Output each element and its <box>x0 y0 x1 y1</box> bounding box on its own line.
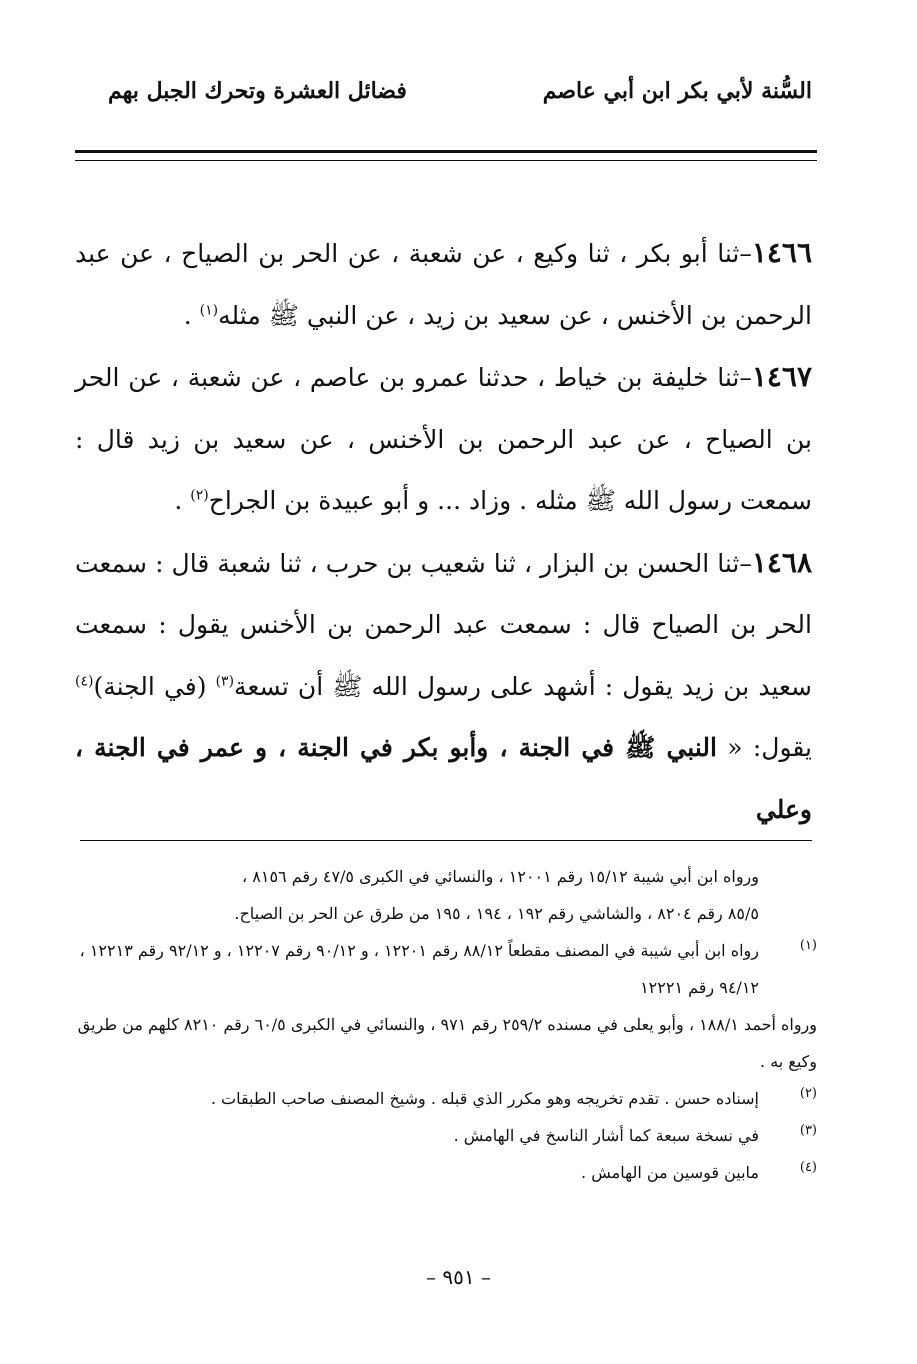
hadith-text: –ثنا الحسن بن البزار ، ثنا شعيب بن حرب ، ثنا شعبة قال : سمعت الحر بن الصياح قال : سمعت عبد الرحمن بن الأخنس يقول : سمعت سعيد بن زيد يقول : أشهد على رسول الله ﷺ أن تسعة <box>75 548 812 701</box>
footnote-ref: (١) <box>199 302 219 319</box>
book-title: السُّنة لأبي بكر ابن أبي عاصم <box>542 78 812 104</box>
hadith-text-end: . <box>183 300 200 330</box>
footnote-text: رواه ابن أبي شيبة في المصنف مقطعاً ٨٨/١٢ رقم ١٢٢٠١ ، و ٩٠/١٢ رقم ١٢٢٠٧ ، و ٩٢/١٢ رقم ١٢٢١٣ ، ٩٤/١٢ رقم ١٢٢٢١ <box>79 941 759 997</box>
footnote-text: في نسخة سبعة كما أشار الناسخ في الهامش . <box>453 1126 759 1145</box>
footnote-1-extra: ورواه أحمد ١٨٨/١ ، وأبو يعلى في مسنده ٢٥٩/٢ رقم ٩٧١ ، والنسائي في الكبرى ٦٠/٥ رقم ٨٢١٠ كلهم من طريق وكيع به . <box>77 1015 817 1071</box>
hadith-number: ١٤٦٦ <box>751 236 812 269</box>
footnote-ref-2: (٤) <box>75 673 94 690</box>
main-text <box>75 222 812 840</box>
hadith-number: ١٤٦٧ <box>751 360 812 393</box>
hadith-text-end: . <box>174 486 191 515</box>
footnote-1 <box>75 932 817 1006</box>
footnotes <box>75 858 817 1191</box>
header-rule-thin <box>75 160 817 161</box>
footnote-number: (١) <box>799 938 817 953</box>
hadith-text-end: يقول: « <box>716 733 812 762</box>
footnote-number: (٢) <box>799 1086 817 1101</box>
page-number: – ٩٥١ – <box>426 1265 491 1289</box>
hadith-1468 <box>75 532 812 841</box>
footnote-ref: (٣) <box>215 673 235 690</box>
hadith-text-mid: (في الجنة) <box>93 671 216 701</box>
footnote-number: (٤) <box>799 1160 817 1175</box>
footnote-3 <box>75 1117 817 1154</box>
footnote-2 <box>75 1080 817 1117</box>
hadith-1467 <box>75 346 812 532</box>
footnote-number: (٣) <box>799 1123 817 1138</box>
footnote-rule <box>80 840 812 841</box>
footnote-intro-line-1: ورواه ابن أبي شيبة ١٥/١٢ رقم ١٢٠٠١ ، والنسائي في الكبرى ٤٧/٥ رقم ٨١٥٦ ، <box>242 867 759 886</box>
hadith-text: –ثنا خليفة بن خياط ، حدثنا عمرو بن عاصم ، عن شعبة ، عن الحر بن الصياح ، عن عبد الرحمن بن الأخنس ، عن سعيد بن زيد قال : سمعت رسول الله ﷺ مثله . وزاد ... و أبو عبيدة بن الجراح <box>75 363 812 515</box>
header-rule-thick <box>75 150 817 153</box>
footnote-ref: (٢) <box>190 487 209 504</box>
hadith-number: ١٤٦٨ <box>751 545 812 579</box>
chapter-title: فضائل العشرة وتحرك الجبل بهم <box>108 78 407 104</box>
hadith-bold-text: النبي ﷺ في الجنة ، وأبو بكر في الجنة ، و عمر في الجنة ، وعلي <box>75 733 812 824</box>
hadith-1466 <box>75 222 812 346</box>
footnote-text: مابين قوسين من الهامش . <box>581 1163 759 1182</box>
footnote-text: إسناده حسن . تقدم تخريجه وهو مكرر الذي قبله . وشيخ المصنف صاحب الطبقات . <box>210 1089 759 1108</box>
footnote-intro-line-2: ٨٥/٥ رقم ٨٢٠٤ ، والشاشي رقم ١٩٢ ، ١٩٤ ، ١٩٥ من طرق عن الحر بن الصياح. <box>234 904 759 923</box>
hadith-text: –ثنا أبو بكر ، ثنا وكيع ، عن شعبة ، عن الحر بن الصياح ، عن عبد الرحمن بن الأخنس ، عن سعيد بن زيد ، عن النبي ﷺ مثله <box>75 239 812 330</box>
footnote-4 <box>75 1154 817 1191</box>
running-header <box>108 78 812 104</box>
